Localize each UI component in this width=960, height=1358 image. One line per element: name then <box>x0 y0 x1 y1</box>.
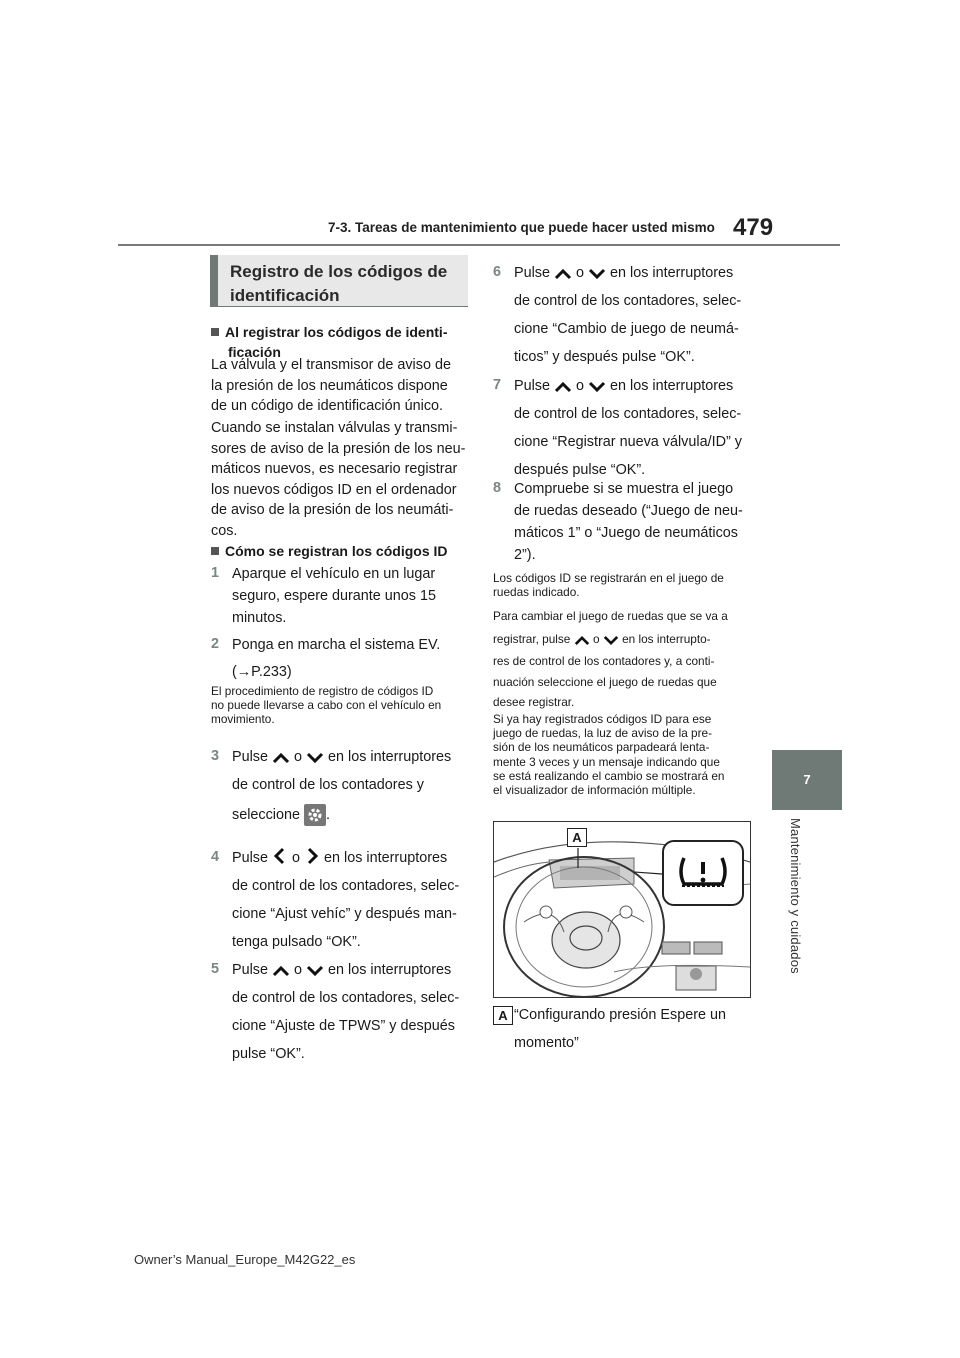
step-6 <box>493 262 763 368</box>
text-line: cione “Registrar nueva válvula/ID” y <box>514 434 742 450</box>
text-line: Los códigos ID se registrarán en el juego de <box>493 571 724 585</box>
text-line: pulse “OK”. <box>232 1046 305 1062</box>
paragraph-new-valves <box>211 418 481 541</box>
text-line: de control de los contadores, selec- <box>232 878 460 894</box>
text-line: mente 3 veces y un mensaje indicando que <box>493 754 720 769</box>
chapter-label: Mantenimiento y cuidados <box>788 818 803 974</box>
text-line: los nuevos códigos ID en el ordenador <box>211 481 457 498</box>
subheading-how-to <box>211 541 481 561</box>
text-line: desee registrar. <box>493 694 575 709</box>
text-line: movimiento. <box>211 712 275 727</box>
subheading-line1: Al registrar los códigos de identi- <box>225 324 448 340</box>
text-line: cione “Ajust vehíc” y después man- <box>232 906 457 922</box>
page-number: 479 <box>733 214 774 241</box>
text-select: seleccione <box>232 807 300 823</box>
text-line: ruedas indicado. <box>493 585 580 600</box>
text-line: 2”). <box>514 547 536 563</box>
step-number: 1 <box>211 565 220 581</box>
caption-line: “Configurando presión Espere un <box>514 1007 726 1023</box>
text-line: Compruebe si se muestra el juego <box>514 481 734 497</box>
callout-pointer <box>576 848 580 868</box>
dashboard-illustration <box>493 821 751 998</box>
text-line: Aparque el vehículo en un lugar <box>232 566 436 582</box>
text-or: o <box>592 632 600 647</box>
text-line: de control de los contadores y <box>232 777 424 793</box>
text-line: res de control de los contadores y, a conti- <box>493 654 715 669</box>
caption-line: momento” <box>514 1035 579 1051</box>
chevron-down-icon <box>306 965 324 977</box>
step-7 <box>493 375 763 481</box>
chevron-down-icon <box>588 268 606 280</box>
text-or: o <box>576 378 585 394</box>
caption-label-a: A <box>493 1006 513 1025</box>
chevron-right-icon <box>304 847 320 865</box>
text-line: Cuando se instalan válvulas y transmi- <box>211 420 458 436</box>
note-change-wheel-set <box>493 609 758 709</box>
text-line: tenga pulsado “OK”. <box>232 934 361 950</box>
text-line: ticos” y después pulse “OK”. <box>514 349 695 365</box>
page-reference: (→P.233) <box>232 664 292 680</box>
chevron-up-icon <box>554 381 572 393</box>
text-switches: en los interruptores <box>324 850 448 866</box>
text-or: o <box>576 265 585 281</box>
text-switches: en los interrupto- <box>622 632 711 647</box>
chevron-down-icon <box>603 635 619 646</box>
chevron-up-icon <box>554 268 572 280</box>
text-line: cione “Ajuste de TPWS” y después <box>232 1018 455 1034</box>
text-line: La válvula y el transmisor de aviso de <box>211 357 451 373</box>
figure-caption <box>493 1004 763 1054</box>
callout-label-a: A <box>567 828 587 847</box>
text-line: de aviso de la presión de los neumáti- <box>211 502 454 518</box>
step-number: 7 <box>493 377 502 393</box>
text-or: o <box>292 850 301 866</box>
settings-gear-icon <box>304 804 326 826</box>
step-number: 4 <box>211 849 220 865</box>
box-title-line2: identificación <box>230 286 340 305</box>
text-line: Para cambiar el juego de ruedas que se va a <box>493 609 728 623</box>
footer-text: Owner’s Manual_Europe_M42G22_es <box>134 1252 356 1267</box>
note-already-registered <box>493 712 758 797</box>
subheading-text: Cómo se registran los códigos ID <box>225 543 448 559</box>
step-number: 5 <box>211 961 220 977</box>
chapter-tab <box>772 750 842 810</box>
text-line: después pulse “OK”. <box>514 462 646 478</box>
text-line: de control de los contadores, selec- <box>514 406 742 422</box>
note-moving <box>211 684 471 727</box>
text-line: máticos nuevos, es necesario registrar <box>211 461 458 477</box>
section-box-title <box>210 255 468 307</box>
text-or: o <box>294 962 303 978</box>
text-pulse: Pulse <box>514 378 550 394</box>
text-pulse: Pulse <box>232 749 268 765</box>
text-line: máticos 1” o “Juego de neumáticos <box>514 525 738 541</box>
step-2 <box>211 634 481 683</box>
chevron-down-icon <box>588 381 606 393</box>
step-number: 3 <box>211 748 220 764</box>
text-line: cione “Cambio de juego de neumá- <box>514 321 739 337</box>
text-line: sión de los neumáticos parpadeará lenta- <box>493 740 710 755</box>
box-title-line1: Registro de los códigos de <box>230 262 448 281</box>
text-line: la presión de los neumáticos dispone <box>211 377 448 394</box>
text-line: juego de ruedas, la luz de aviso de la pre- <box>493 726 713 741</box>
text-line: de control de los contadores, selec- <box>232 990 460 1006</box>
step-number: 8 <box>493 480 502 496</box>
chevron-down-icon <box>306 752 324 764</box>
text-line: el visualizador de información múltiple. <box>493 783 696 798</box>
note-id-registered <box>493 571 758 599</box>
tire-pressure-warning-icon <box>662 840 744 906</box>
text-switches: en los interruptores <box>328 962 452 978</box>
text-pulse: Pulse <box>232 850 268 866</box>
square-bullet-icon <box>211 328 219 336</box>
text-or: o <box>294 749 303 765</box>
text-register-pulse: registrar, pulse <box>493 632 571 647</box>
paragraph-valve <box>211 355 481 417</box>
text-pulse: Pulse <box>232 962 268 978</box>
step-1 <box>211 563 481 629</box>
chevron-up-icon <box>574 635 590 646</box>
text-pulse: Pulse <box>514 265 550 281</box>
text-line: nuación seleccione el juego de ruedas que <box>493 674 717 689</box>
text-line: de control de los contadores, selec- <box>514 293 742 309</box>
subheading-line2: ficación <box>228 344 281 360</box>
square-bullet-icon <box>211 547 219 555</box>
text-line: Si ya hay registrados códigos ID para ese <box>493 712 712 726</box>
chevron-up-icon <box>272 965 290 977</box>
step-8 <box>493 478 763 566</box>
text-line: no puede llevarse a cabo con el vehículo en <box>211 698 442 713</box>
text-switches: en los interruptores <box>610 265 734 281</box>
text-line: sores de aviso de la presión de los neu- <box>211 440 466 457</box>
header-rule <box>118 244 840 246</box>
section-title: 7-3. Tareas de mantenimiento que puede hacer usted mismo <box>328 220 715 235</box>
text-line: cos. <box>211 522 238 539</box>
step-number: 2 <box>211 636 220 652</box>
text-switches: en los interruptores <box>610 378 734 394</box>
text-line: de ruedas deseado (“Juego de neu- <box>514 503 743 519</box>
step-number: 6 <box>493 264 502 280</box>
text-line: El procedimiento de registro de códigos ID <box>211 684 434 698</box>
chevron-left-icon <box>272 847 288 865</box>
step-4 <box>211 847 481 953</box>
chevron-up-icon <box>272 752 290 764</box>
step-3 <box>211 746 481 826</box>
chapter-number: 7 <box>803 772 811 787</box>
text-line: Ponga en marcha el sistema EV. <box>232 637 441 653</box>
text-line: se está realizando el cambio se mostrará en <box>493 768 725 783</box>
text-period: . <box>326 807 330 823</box>
text-line: seguro, espere durante unos 15 <box>232 588 437 604</box>
text-line: minutos. <box>232 610 287 626</box>
text-line: de un código de identificación único. <box>211 398 444 414</box>
text-switches: en los interruptores <box>328 749 452 765</box>
step-5 <box>211 959 481 1065</box>
